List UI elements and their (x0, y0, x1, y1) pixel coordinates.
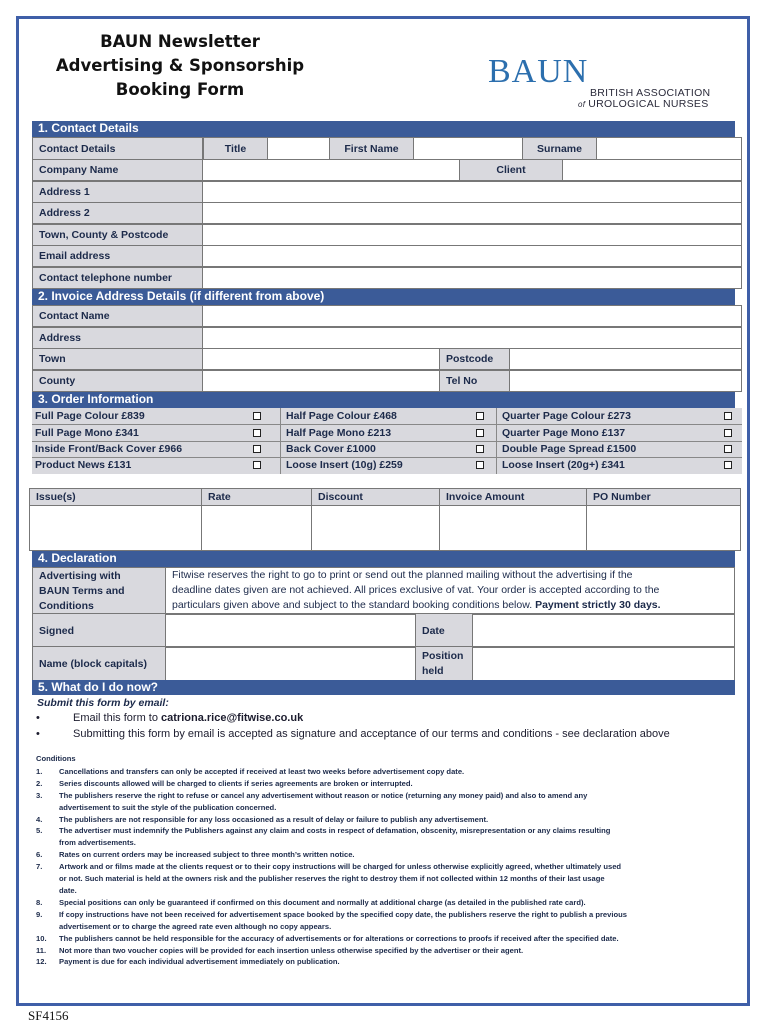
condition-number (36, 921, 59, 933)
contact-details-label: Contact Details (33, 138, 203, 159)
option-quarter-page-colour: Quarter Page Colour £273 (502, 410, 631, 422)
title-line-2: Advertising & Sponsorship (55, 56, 305, 75)
postcode-label: Postcode (439, 349, 509, 369)
option-back-cover: Back Cover £1000 (286, 443, 376, 455)
section-3-heading: 3. Order Information (32, 392, 735, 408)
condition-text: The publishers reserve the right to refuse or cancel any advertisement without reason or notice (returning any money paid) and also to amend any (59, 790, 588, 800)
acceptance-text: Submitting this form by email is accepted as signature and acceptance of our terms and conditions - see declaration above (73, 728, 670, 740)
divider (280, 408, 281, 474)
email-instruction: Email this form to (73, 712, 158, 724)
section-2-heading: 2. Invoice Address Details (if different from above) (32, 289, 735, 305)
bullet-email (36, 712, 303, 724)
condition-text: Series discounts allowed will be charged to clients if series agreements are broken or interrupted. (59, 778, 413, 788)
address2-label: Address 2 (33, 203, 203, 223)
checkbox-inside-cover[interactable] (253, 445, 261, 453)
submit-instruction: Submit this form by email: (37, 697, 169, 709)
issues-input[interactable] (30, 506, 201, 550)
condition-number: 12. (36, 957, 47, 967)
col-discount: Discount (318, 491, 363, 503)
client-label: Client (459, 160, 562, 180)
logo-mark: BAUN (488, 53, 589, 90)
condition-number (36, 873, 59, 885)
condition-item (36, 766, 736, 778)
option-product-news: Product News £131 (35, 459, 132, 471)
condition-text: advertisement or to charge the agreed rate even although no copy appears. (59, 921, 332, 931)
condition-item (36, 945, 736, 957)
condition-number (36, 802, 59, 814)
position-label-line-2: held (422, 665, 444, 677)
condition-text: The advertiser must indemnify the Publishers against any claim and costs in respect of defamation, obscenity, misrepresentation or any claims resulting (59, 826, 611, 836)
title-line-1: BAUN Newsletter (100, 32, 260, 51)
condition-text: Rates on current orders may be increased subject to three month’s written notice. (59, 850, 355, 860)
condition-item (36, 873, 736, 885)
invoice-town-label: Town (33, 349, 203, 369)
phone-input[interactable] (203, 268, 741, 288)
condition-number: 5. (36, 826, 43, 836)
position-label (415, 647, 472, 680)
declaration-text (172, 568, 732, 613)
surname-label: Surname (522, 138, 596, 159)
condition-text: Cancellations and transfers can only be accepted if received at least two weeks before advertisement copy date. (59, 766, 465, 776)
logo-line-2 (578, 98, 709, 110)
date-input[interactable] (472, 614, 734, 647)
order-options-box (32, 408, 742, 474)
phone-label: Contact telephone number (33, 268, 203, 288)
option-full-page-colour: Full Page Colour £839 (35, 410, 145, 422)
conditions-list (36, 766, 736, 968)
option-half-page-mono: Half Page Mono £213 (286, 427, 392, 439)
condition-text: The publishers cannot be held responsible for the accuracy of advertisements or for alterations or corrections to proofs if received after the specified date. (59, 933, 619, 943)
condition-number: 2. (36, 778, 43, 788)
condition-item (36, 849, 736, 861)
tel-input[interactable] (509, 371, 741, 391)
condition-item (36, 825, 736, 837)
checkbox-half-page-colour[interactable] (476, 412, 484, 420)
address1-label: Address 1 (33, 182, 203, 202)
company-name-label: Company Name (33, 160, 203, 180)
option-double-page-spread: Double Page Spread £1500 (502, 443, 637, 455)
condition-item (36, 956, 736, 968)
option-quarter-page-mono: Quarter Page Mono £137 (502, 427, 626, 439)
signed-label: Signed (33, 614, 166, 647)
condition-item (36, 933, 736, 945)
checkbox-quarter-page-mono[interactable] (724, 429, 732, 437)
condition-item (36, 802, 736, 814)
condition-item (36, 814, 736, 826)
condition-text: Payment is due for each individual advertisement immediately on publication. (59, 957, 340, 967)
name-row (32, 646, 735, 681)
declaration-line-2: deadline dates given are not achieved. All prices exclusive of vat. Your order is accepted according to the (172, 584, 660, 596)
col-po-number: PO Number (593, 491, 651, 503)
checkbox-double-page-spread[interactable] (724, 445, 732, 453)
declaration-line-3 (172, 598, 732, 613)
section-4-heading: 4. Declaration (32, 551, 735, 567)
condition-number: 11. (36, 945, 47, 955)
first-name-input[interactable] (413, 138, 522, 159)
tel-label: Tel No (439, 371, 509, 391)
option-full-page-mono: Full Page Mono £341 (35, 427, 139, 439)
logo-of: of (578, 100, 586, 109)
company-name-input[interactable] (203, 160, 459, 180)
surname-input[interactable] (596, 138, 741, 159)
condition-number: 9. (36, 909, 43, 919)
email-link[interactable]: catriona.rice@fitwise.co.uk (161, 712, 304, 724)
col-rate: Rate (208, 491, 231, 503)
condition-number: 6. (36, 850, 43, 860)
condition-number (36, 885, 59, 897)
condition-item (36, 897, 736, 909)
po-number-input[interactable] (587, 506, 740, 550)
condition-text: from advertisements. (59, 838, 136, 848)
position-label-line-1: Position (422, 650, 464, 662)
conditions-heading: Conditions (36, 754, 76, 763)
checkbox-product-news[interactable] (253, 461, 261, 469)
company-row (32, 159, 742, 181)
checkbox-full-page-mono[interactable] (253, 429, 261, 437)
name-input[interactable] (166, 647, 415, 680)
signed-row (32, 613, 735, 648)
col-invoice-amount: Invoice Amount (446, 491, 525, 503)
invoice-amount-input[interactable] (440, 506, 586, 550)
logo-line-1: BRITISH ASSOCIATION (590, 87, 711, 99)
terms-row (32, 567, 735, 615)
terms-label-line-2: BAUN Terms and (39, 585, 125, 597)
condition-text: The publishers are not responsible for any loss occasioned as a result of delay or failure to publish any advertisement. (59, 814, 489, 824)
payment-terms: Payment strictly 30 days. (535, 599, 661, 611)
invoice-town-input[interactable] (203, 349, 439, 369)
condition-number: 3. (36, 790, 43, 800)
condition-text: date. (59, 885, 77, 895)
invoice-address-row (32, 327, 742, 349)
checkbox-half-page-mono[interactable] (476, 429, 484, 437)
condition-item (36, 790, 736, 802)
terms-label-line-3: Conditions (39, 600, 94, 612)
town-label: Town, County & Postcode (33, 225, 203, 245)
condition-item (36, 885, 736, 897)
page-title (30, 30, 330, 102)
terms-label-line-1: Advertising with (39, 570, 121, 582)
county-input[interactable] (203, 371, 439, 391)
invoice-address-label: Address (33, 328, 203, 348)
contact-details-row (32, 137, 742, 160)
condition-text: advertisement to suit the style of the publication concerned. (59, 802, 277, 812)
bullet-icon: • (36, 728, 40, 740)
condition-item (36, 778, 736, 790)
option-loose-insert-20g: Loose Insert (20g+) £341 (502, 459, 625, 471)
checkbox-loose-insert-20g[interactable] (724, 461, 732, 469)
option-inside-cover: Inside Front/Back Cover £966 (35, 443, 183, 455)
email-label: Email address (33, 246, 203, 266)
divider (32, 457, 742, 458)
date-label: Date (415, 614, 472, 647)
invoice-contact-label: Contact Name (33, 306, 203, 326)
signed-input[interactable] (166, 614, 415, 647)
condition-text: or not. Such material is held at the owners risk and the publisher reserves the right to destroy them if not collected within 12 months of their last usage (59, 874, 605, 884)
logo-line-2-text: UROLOGICAL NURSES (588, 98, 709, 110)
email-row (32, 245, 742, 267)
section-1-heading: 1. Contact Details (32, 121, 735, 137)
divider (496, 408, 497, 474)
condition-text: Not more than two voucher copies will be provided for each insertion unless otherwise specified by the advertiser or their agent. (59, 945, 524, 955)
checkbox-quarter-page-colour[interactable] (724, 412, 732, 420)
condition-number (36, 837, 59, 849)
condition-item (36, 861, 736, 873)
bullet-acceptance (36, 728, 670, 740)
client-input[interactable] (562, 160, 741, 180)
order-table (29, 488, 741, 551)
postcode-input[interactable] (509, 349, 741, 369)
condition-item (36, 921, 736, 933)
first-name-label: First Name (329, 138, 413, 159)
invoice-address-input[interactable] (203, 328, 741, 348)
condition-text: Special positions can only be guaranteed if confirmed on this document and normally at additional charge (as detailed in the published rate card). (59, 897, 586, 907)
conditions (36, 753, 736, 968)
declaration-line-3-text: particulars given above and subject to the standard booking conditions below. (172, 599, 533, 611)
condition-item (36, 837, 736, 849)
divider (32, 441, 742, 442)
checkbox-full-page-colour[interactable] (253, 412, 261, 420)
title-input[interactable] (267, 138, 329, 159)
title-line-3: Booking Form (115, 80, 245, 99)
condition-number: 10. (36, 933, 47, 943)
address2-input[interactable] (203, 203, 741, 223)
email-input[interactable] (203, 246, 741, 266)
section-5-heading: 5. What do I do now? (32, 680, 735, 695)
form-code: SF4156 (28, 1008, 69, 1023)
condition-text: If copy instructions have not been received for advertisement space booked by the specified copy date, the publishers reserve the right to publish a previous (59, 909, 627, 919)
address2-row (32, 202, 742, 224)
county-label: County (33, 371, 203, 391)
checkbox-back-cover[interactable] (476, 445, 484, 453)
town-row (32, 224, 742, 246)
invoice-contact-row (32, 305, 742, 327)
invoice-contact-input[interactable] (203, 306, 741, 326)
invoice-county-row (32, 370, 742, 392)
option-half-page-colour: Half Page Colour £468 (286, 410, 397, 422)
terms-label (33, 568, 166, 614)
condition-number: 8. (36, 897, 43, 907)
baun-logo (488, 52, 738, 114)
condition-item (36, 909, 736, 921)
invoice-town-row (32, 348, 742, 370)
bullet-icon: • (36, 712, 40, 724)
discount-input[interactable] (312, 506, 439, 550)
name-label: Name (block capitals) (33, 647, 166, 680)
col-issues: Issue(s) (36, 491, 76, 503)
divider (32, 424, 742, 425)
title-label: Title (203, 138, 267, 159)
address1-input[interactable] (203, 182, 741, 202)
condition-text: Artwork and or films made at the clients request or to their copy instructions will be charged for unless otherwise explicitly agreed, whether ultimately used (59, 862, 622, 872)
phone-row (32, 267, 742, 289)
rate-input[interactable] (202, 506, 311, 550)
town-input[interactable] (203, 225, 741, 245)
condition-number: 1. (36, 766, 43, 776)
condition-number: 4. (36, 814, 43, 824)
declaration-line-1: Fitwise reserves the right to go to print or send out the planned mailing without the advertising if the (172, 569, 633, 581)
checkbox-loose-insert-10g[interactable] (476, 461, 484, 469)
address1-row (32, 181, 742, 203)
position-input[interactable] (472, 647, 734, 680)
option-loose-insert-10g: Loose Insert (10g) £259 (286, 459, 403, 471)
condition-number: 7. (36, 862, 43, 872)
